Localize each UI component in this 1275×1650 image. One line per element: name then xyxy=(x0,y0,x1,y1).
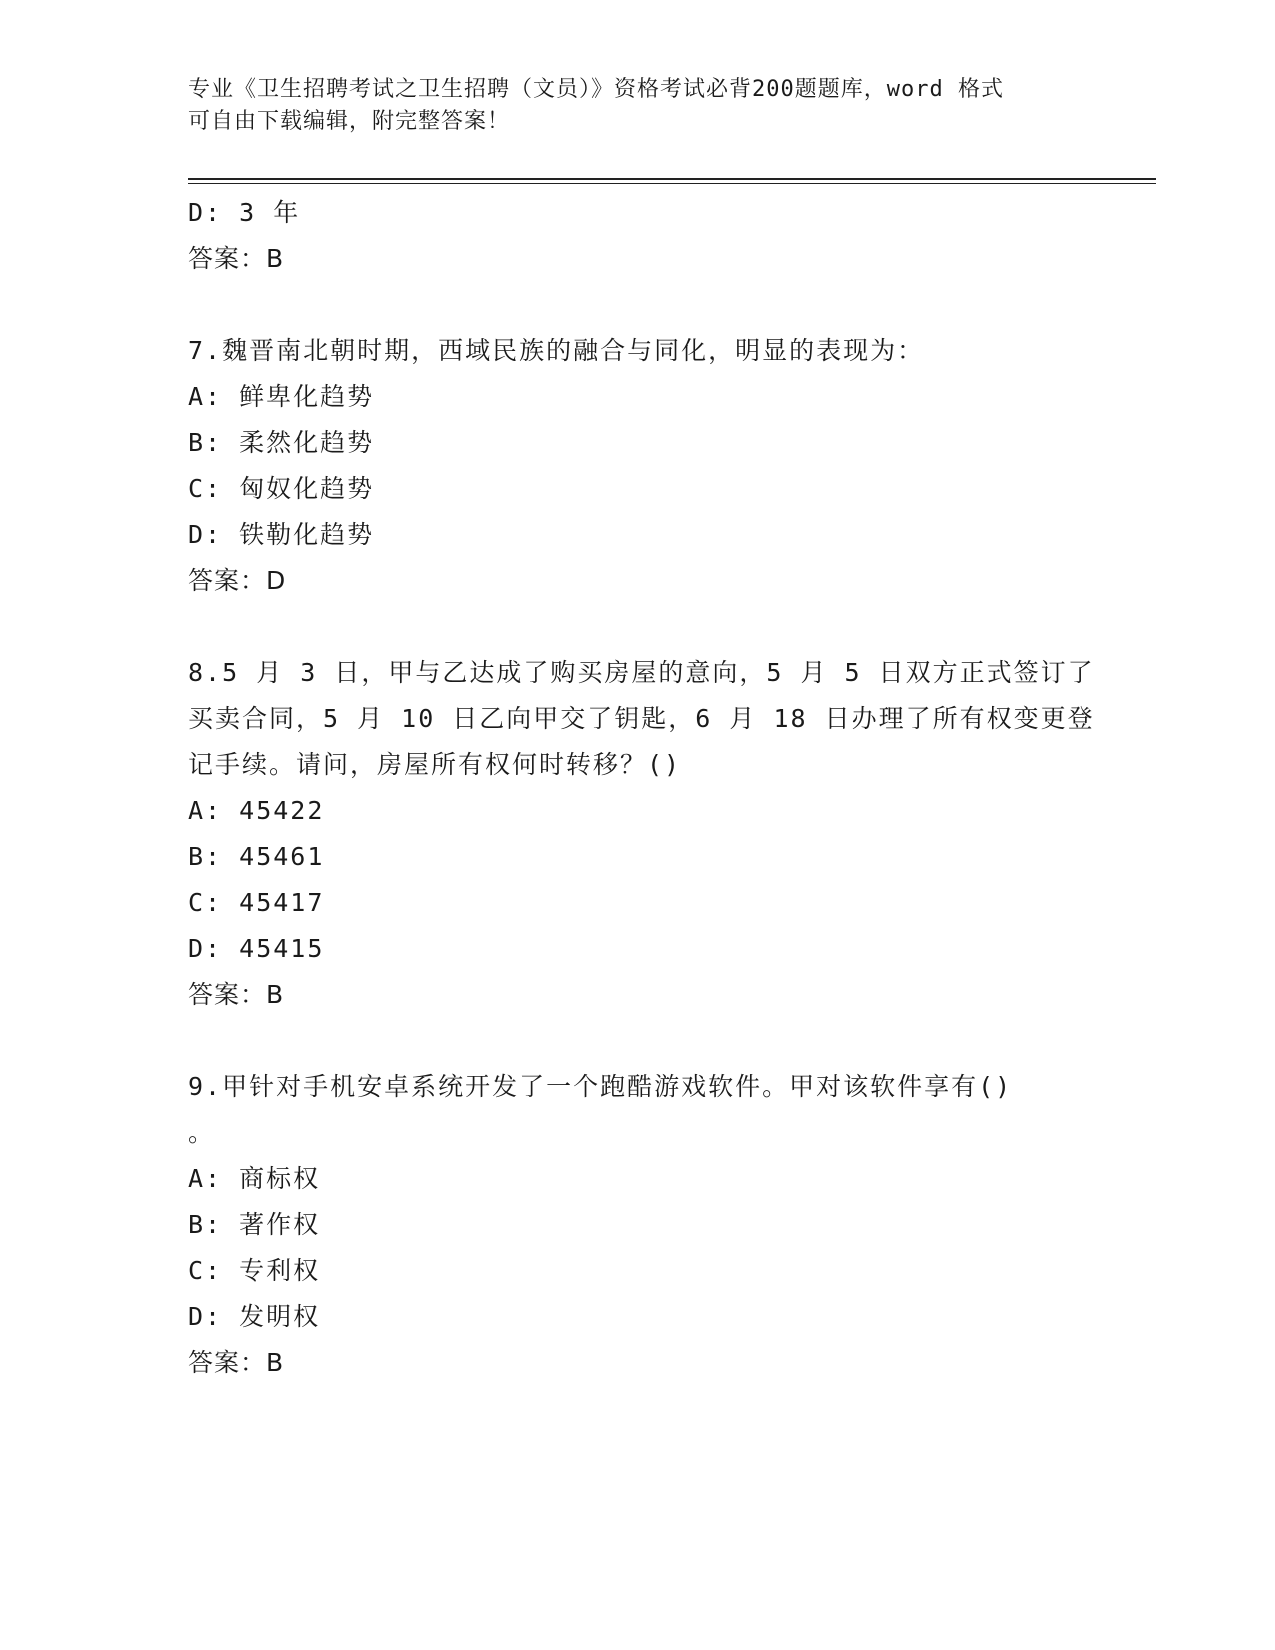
q9-option-b: B: 著作权 xyxy=(188,1210,321,1239)
header-title-line-2: 可自由下载编辑，附完整答案！ xyxy=(188,109,511,134)
q8-stem-line-2: 买卖合同，5 月 10 日乙向甲交了钥匙，6 月 18 日办理了所有权变更登 xyxy=(188,704,1095,733)
document-header xyxy=(188,74,1088,138)
q9-stem-line-1: 9.甲针对手机安卓系统开发了一个跑酷游戏软件。甲对该软件享有() xyxy=(188,1072,1013,1101)
q8-option-c: C: 45417 xyxy=(188,888,325,917)
q8-option-b: B: 45461 xyxy=(188,842,325,871)
q8-option-d: D: 45415 xyxy=(188,934,325,963)
q8-answer: 答案：B xyxy=(188,980,285,1009)
q9-answer: 答案：B xyxy=(188,1348,285,1377)
header-divider-thick xyxy=(188,178,1156,180)
spacer xyxy=(188,604,1088,650)
q7-answer: 答案：D xyxy=(188,566,287,595)
spacer xyxy=(188,282,1088,328)
q9-stem-line-2: 。 xyxy=(188,1118,216,1147)
q9-option-d: D: 发明权 xyxy=(188,1302,321,1331)
prev-answer: 答案：B xyxy=(188,244,285,273)
q7-stem: 7.魏晋南北朝时期，西域民族的融合与同化，明显的表现为： xyxy=(188,336,925,365)
q7-option-a: A: 鲜卑化趋势 xyxy=(188,382,375,411)
q8-stem-line-3: 记手续。请问，房屋所有权何时转移？() xyxy=(188,750,682,779)
q8-option-a: A: 45422 xyxy=(188,796,325,825)
q9-option-c: C: 专利权 xyxy=(188,1256,321,1285)
q7-option-d: D: 铁勒化趋势 xyxy=(188,520,375,549)
question-list xyxy=(188,190,1095,1386)
q7-option-b: B: 柔然化趋势 xyxy=(188,428,375,457)
prev-option-d: D: 3 年 xyxy=(188,198,301,227)
q9-option-a: A: 商标权 xyxy=(188,1164,321,1193)
header-title-line-1: 专业《卫生招聘考试之卫生招聘（文员）》资格考试必背200题题库，word 格式 xyxy=(188,77,1004,102)
header-divider-thin xyxy=(188,183,1156,184)
q8-stem-line-1: 8.5 月 3 日，甲与乙达成了购买房屋的意向，5 月 5 日双方正式签订了 xyxy=(188,658,1095,687)
spacer xyxy=(188,1018,1088,1064)
q7-option-c: C: 匈奴化趋势 xyxy=(188,474,375,503)
